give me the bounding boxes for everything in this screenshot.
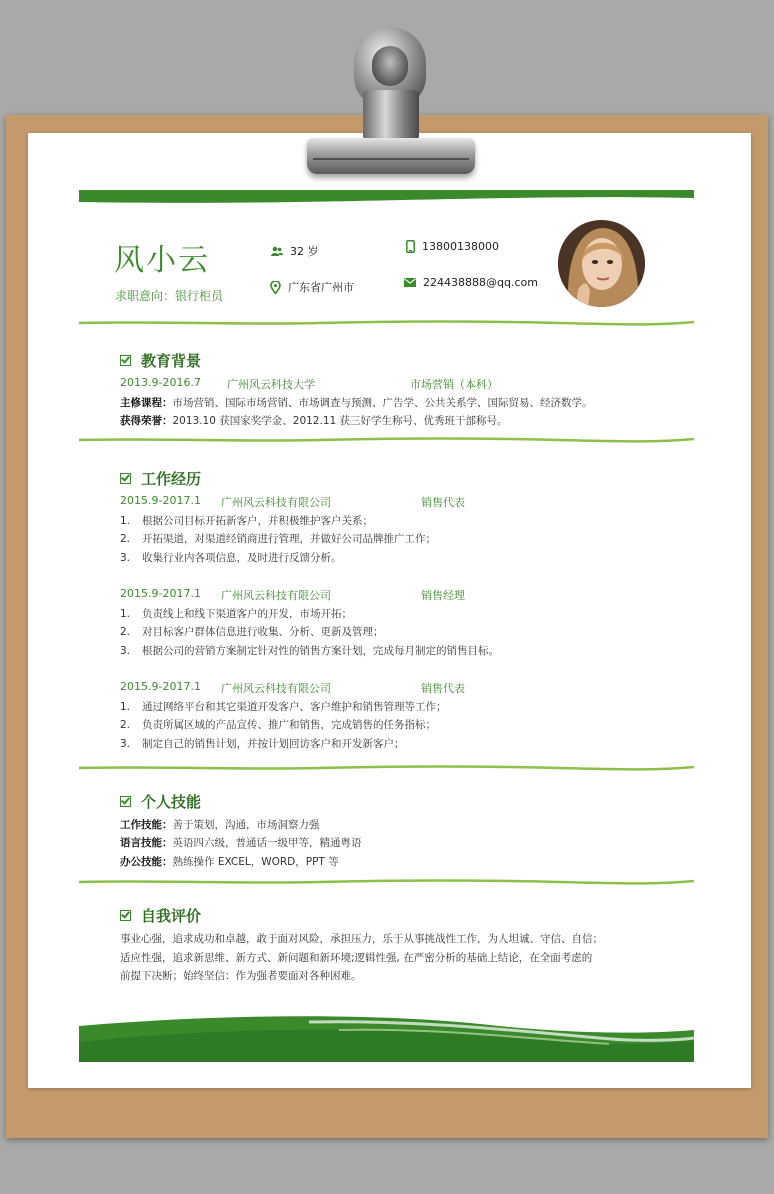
job-period: 2015.9-2017.1 xyxy=(120,494,201,507)
age-text: 32 岁 xyxy=(290,245,319,258)
footer-green-wave xyxy=(79,1012,694,1062)
self-eval-line: 适应性强，追求新思维、新方式、新问题和新环境;逻辑性强, 在严密分析的基础上结论，在全面考虑的 xyxy=(120,952,593,964)
job-company: 广州风云科技有限公司 xyxy=(221,682,331,695)
profile-photo xyxy=(558,220,645,307)
work-title-text: 工作经历 xyxy=(141,470,202,488)
self-eval-line: 事业心强，追求成功和卓越，敢于面对风险，承担压力，乐于从事挑战性工作，为人坦诚、守信、自信； xyxy=(120,933,603,945)
section-divider xyxy=(79,437,694,443)
binder-clip-edge xyxy=(313,158,469,160)
job-duty-item: 2. 对目标客户群体信息进行收集、分析、更新及管理； xyxy=(120,626,384,638)
email-info xyxy=(404,276,538,289)
job-role: 销售经理 xyxy=(421,589,465,602)
age-info xyxy=(271,243,319,259)
section-divider xyxy=(79,765,694,771)
job-role: 销售代表 xyxy=(421,682,465,695)
candidate-name: 风小云 xyxy=(114,243,210,278)
checkbox-icon xyxy=(120,355,131,366)
job-duty-item: 2. 负责所属区域的产品宣传、推广和销售，完成销售的任务指标； xyxy=(120,719,436,731)
skill-row: 办公技能：熟练操作 EXCEL，WORD，PPT 等 xyxy=(120,856,339,868)
email-text: 224438888@qq.com xyxy=(423,276,538,289)
education-courses xyxy=(120,395,593,410)
section-divider xyxy=(79,320,694,326)
person-icon xyxy=(271,246,283,257)
education-major: 市场营销（本科） xyxy=(410,378,498,391)
education-section-title xyxy=(120,350,201,371)
skill-row: 语言技能：英语四六级，普通话一级甲等，精通粤语 xyxy=(120,837,362,849)
job-role: 销售代表 xyxy=(421,496,465,509)
honors-label: 获得荣誉： xyxy=(120,415,173,427)
job-company: 广州风云科技有限公司 xyxy=(221,496,331,509)
self-eval-line: 前提下决断；始终坚信：作为强者要面对各种困难。 xyxy=(120,970,362,982)
job-duty-item: 3. 收集行业内各项信息，及时进行反馈分析。 xyxy=(120,552,342,564)
work-section-title xyxy=(120,468,201,489)
job-duty-item: 1. 负责线上和线下渠道客户的开发，市场开拓； xyxy=(120,608,352,620)
job-duty-item: 3. 制定自己的销售计划，并按计划回访客户和开发新客户； xyxy=(120,738,405,750)
phone-text: 13800138000 xyxy=(422,240,499,253)
job-objective: 求职意向：银行柜员 xyxy=(115,289,224,303)
job-duty-item: 3. 根据公司的营销方案制定针对性的销售方案计划，完成每月制定的销售目标。 xyxy=(120,645,499,657)
header-green-bar xyxy=(79,190,694,204)
job-duty-item: 2. 开拓渠道，对渠道经销商进行管理，并做好公司品牌推广工作； xyxy=(120,533,436,545)
education-school: 广州风云科技大学 xyxy=(227,378,315,391)
job-duty-item: 1. 根据公司目标开拓新客户，并积极维护客户关系； xyxy=(120,515,373,527)
job-company: 广州风云科技有限公司 xyxy=(221,589,331,602)
honors-text: 2013.10 获国家奖学金、2012.11 获三好学生称号、优秀班干部称号。 xyxy=(172,415,508,427)
self-eval-section-title xyxy=(120,905,201,926)
checkbox-icon xyxy=(120,910,131,921)
skills-section-title xyxy=(120,791,201,812)
location-text: 广东省广州市 xyxy=(288,281,354,294)
location-pin-icon xyxy=(270,281,281,294)
self-eval-title-text: 自我评价 xyxy=(141,907,202,925)
mobile-phone-icon xyxy=(406,240,415,253)
job-period: 2015.9-2017.1 xyxy=(120,587,201,600)
envelope-icon xyxy=(404,278,416,287)
location-info xyxy=(270,279,354,295)
section-divider xyxy=(79,879,694,885)
courses-label: 主修课程： xyxy=(120,397,173,409)
phone-info xyxy=(406,240,499,253)
education-period: 2013.9-2016.7 xyxy=(120,376,201,389)
job-duty-item: 1. 通过网络平台和其它渠道开发客户、客户维护和销售管理等工作； xyxy=(120,701,447,713)
checkbox-icon xyxy=(120,473,131,484)
education-honors xyxy=(120,413,508,428)
binder-clip-base xyxy=(307,138,475,174)
binder-clip-stem xyxy=(363,90,419,140)
skills-title-text: 个人技能 xyxy=(141,793,202,811)
education-title-text: 教育背景 xyxy=(141,352,202,370)
skill-row: 工作技能：善于策划，沟通，市场洞察力强 xyxy=(120,819,320,831)
portrait-illustration xyxy=(558,220,645,307)
binder-clip-hole xyxy=(372,46,408,86)
courses-text: 市场营销、国际市场营销、市场调查与预测、广告学、公共关系学、国际贸易、经济数学。 xyxy=(172,397,593,409)
checkbox-icon xyxy=(120,796,131,807)
job-period: 2015.9-2017.1 xyxy=(120,680,201,693)
